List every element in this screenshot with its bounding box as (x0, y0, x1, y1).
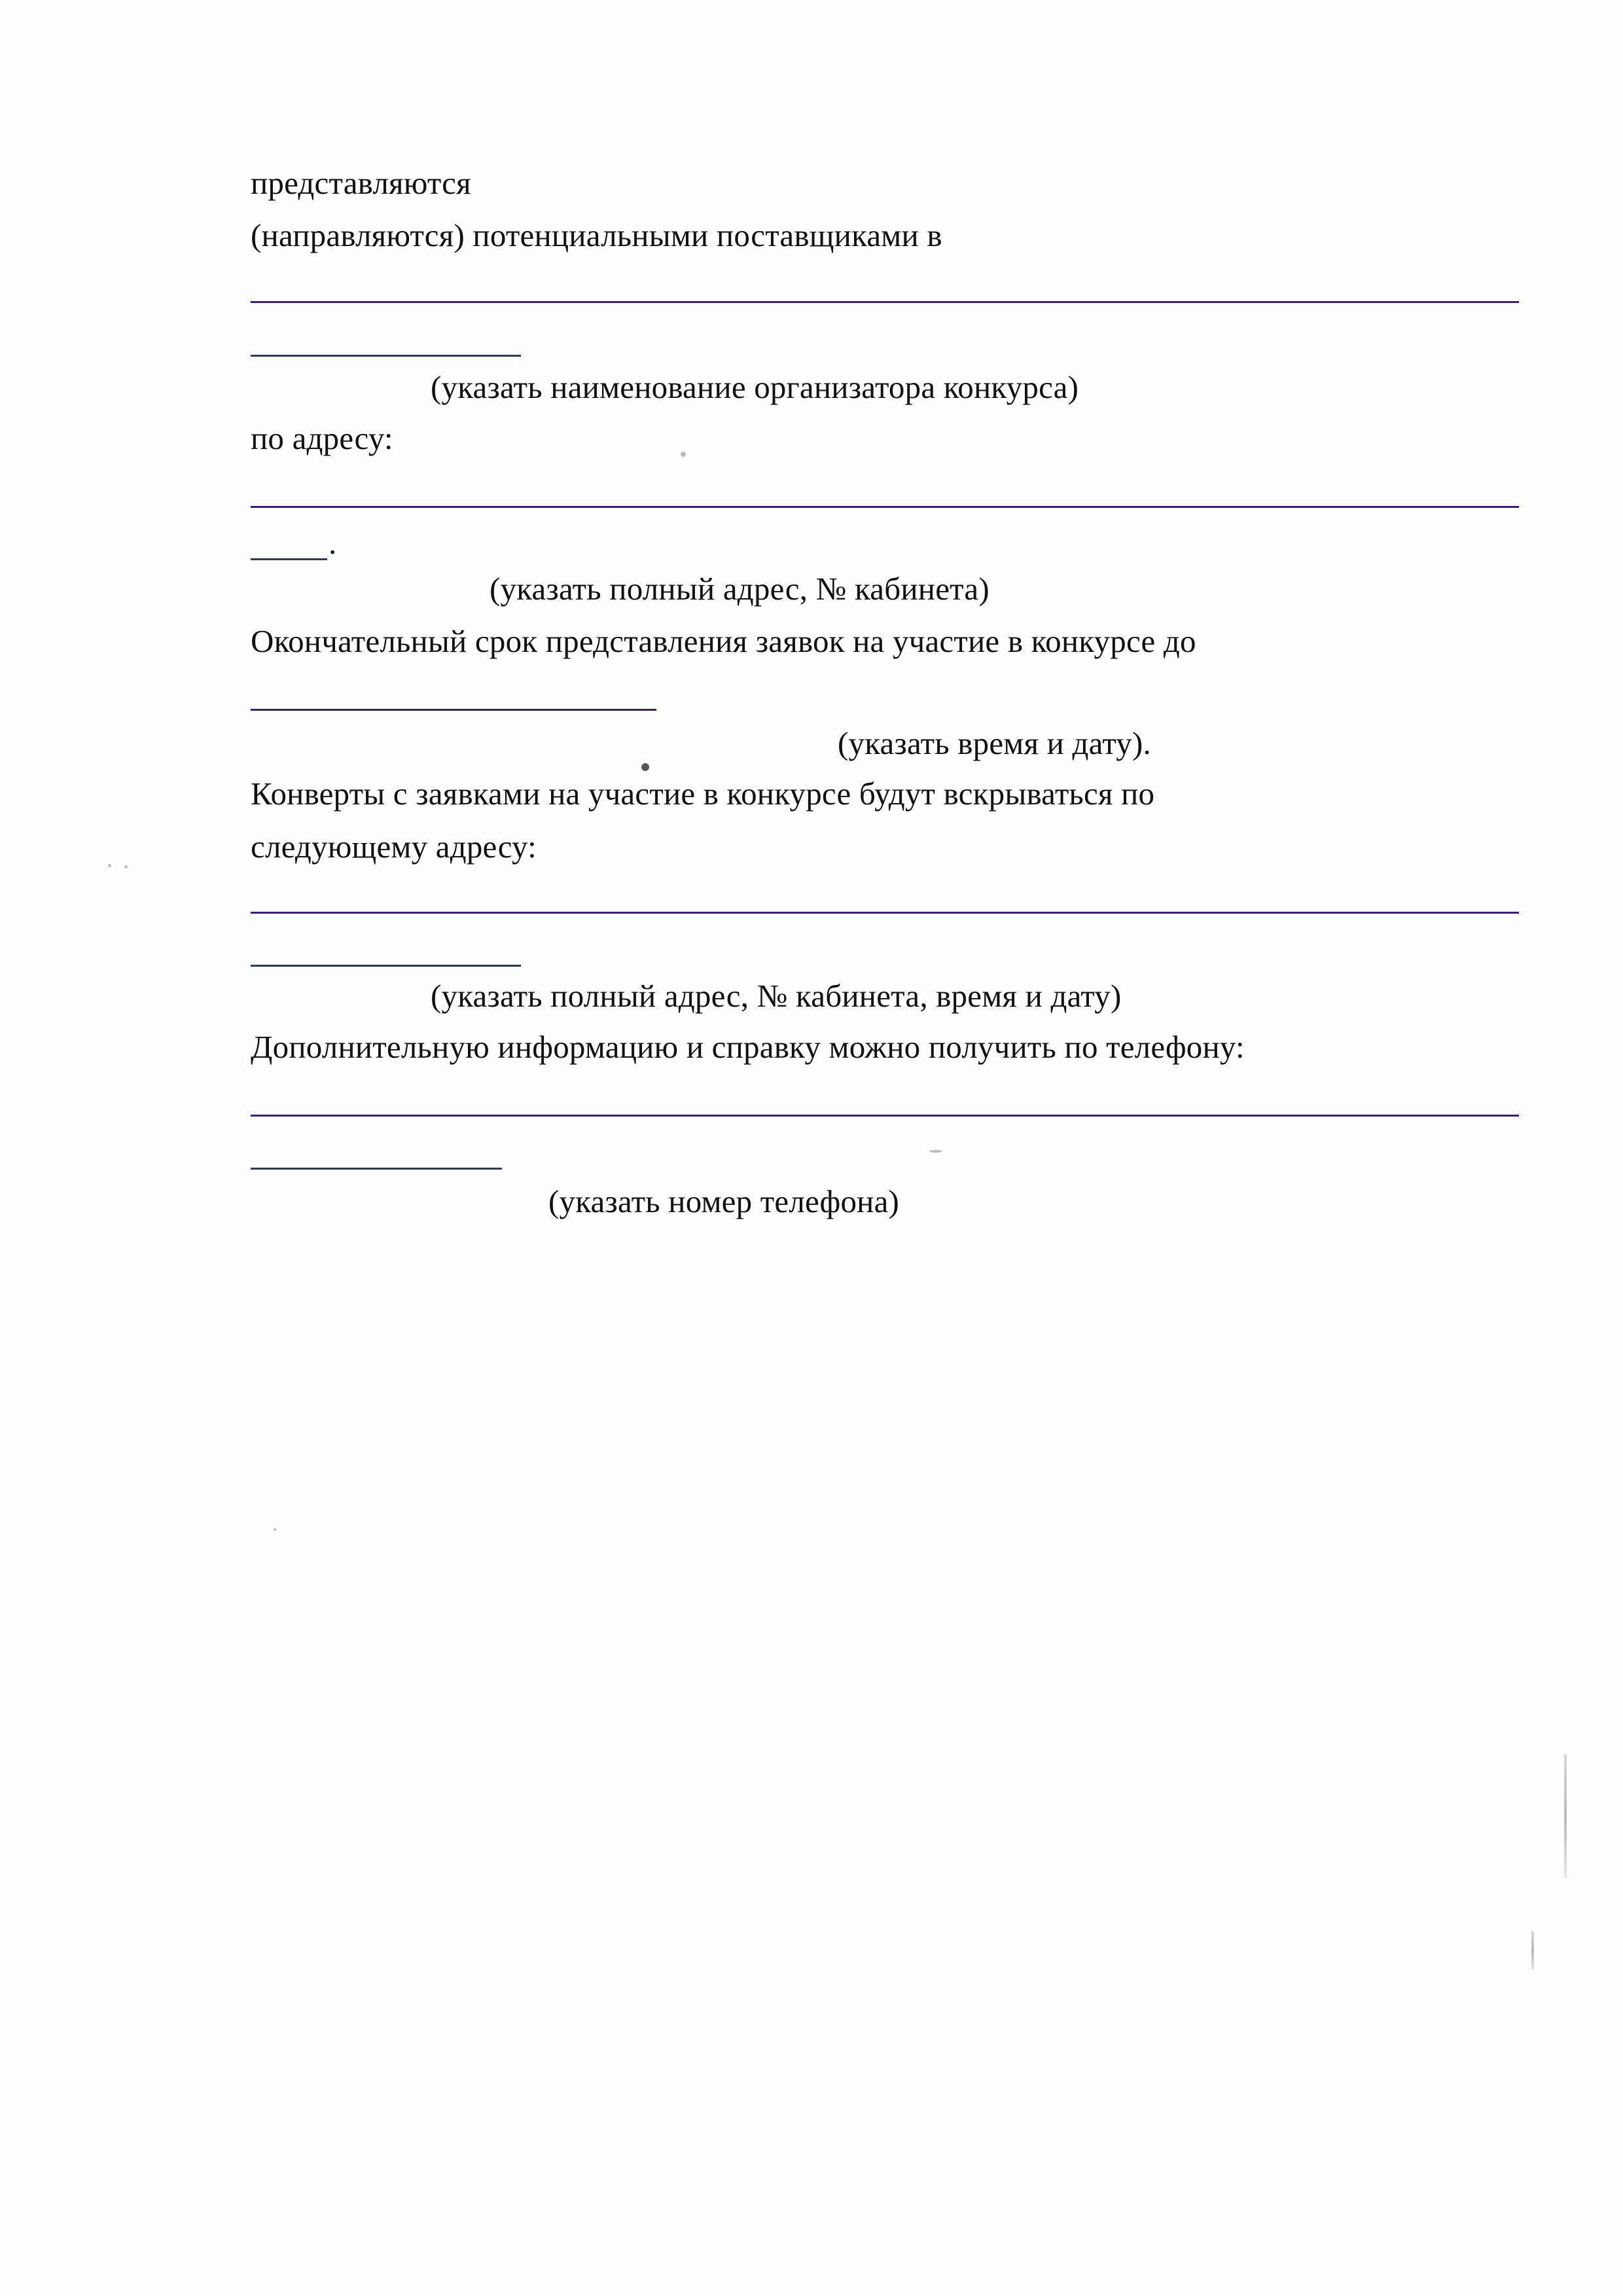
blank-line-phone-cont (251, 1168, 502, 1170)
blank-line-address-cont (251, 558, 327, 560)
blank-line-address (251, 506, 1519, 508)
text-sent-by-suppliers: (направляются) потенциальными поставщиками в (251, 217, 942, 253)
text-represented: представляются (251, 165, 471, 201)
scan-edge-mark (1531, 1931, 1534, 1970)
blank-line-phone (251, 1115, 1519, 1117)
text-by-address: по адресу: (251, 420, 393, 456)
scan-speck (929, 1150, 942, 1153)
blank-line-deadline (251, 709, 656, 711)
hint-address-datetime: (указать полный адрес, № кабинета, время и дату) (431, 978, 1122, 1014)
text-deadline: Окончательный срок представления заявок на участие в конкурсе до (251, 623, 1196, 659)
blank-line-organizer (251, 301, 1519, 303)
hint-organizer: (указать наименование организатора конкурса) (431, 369, 1079, 405)
hint-address: (указать полный адрес, № кабинета) (490, 571, 990, 607)
scan-speck (124, 865, 128, 869)
hint-datetime: (указать время и дату). (838, 725, 1151, 761)
text-info-phone: Дополнительную информацию и справку можно получить по телефону: (251, 1029, 1245, 1065)
scan-speck (681, 452, 686, 457)
blank-line-organizer-cont (251, 355, 521, 357)
scan-speck (108, 864, 111, 867)
text-envelopes-opened: Конверты с заявками на участие в конкурсе будут вскрываться по (251, 776, 1155, 812)
text-next-address: следующему адресу: (251, 829, 537, 865)
scan-speck (274, 1528, 276, 1531)
address-period: . (329, 525, 337, 561)
hint-phone: (указать номер телефона) (548, 1183, 900, 1219)
blank-line-opening-address (251, 912, 1519, 914)
blank-line-opening-address-cont (251, 965, 521, 967)
scan-edge-mark (1564, 1754, 1567, 1878)
scan-dot (641, 763, 649, 771)
